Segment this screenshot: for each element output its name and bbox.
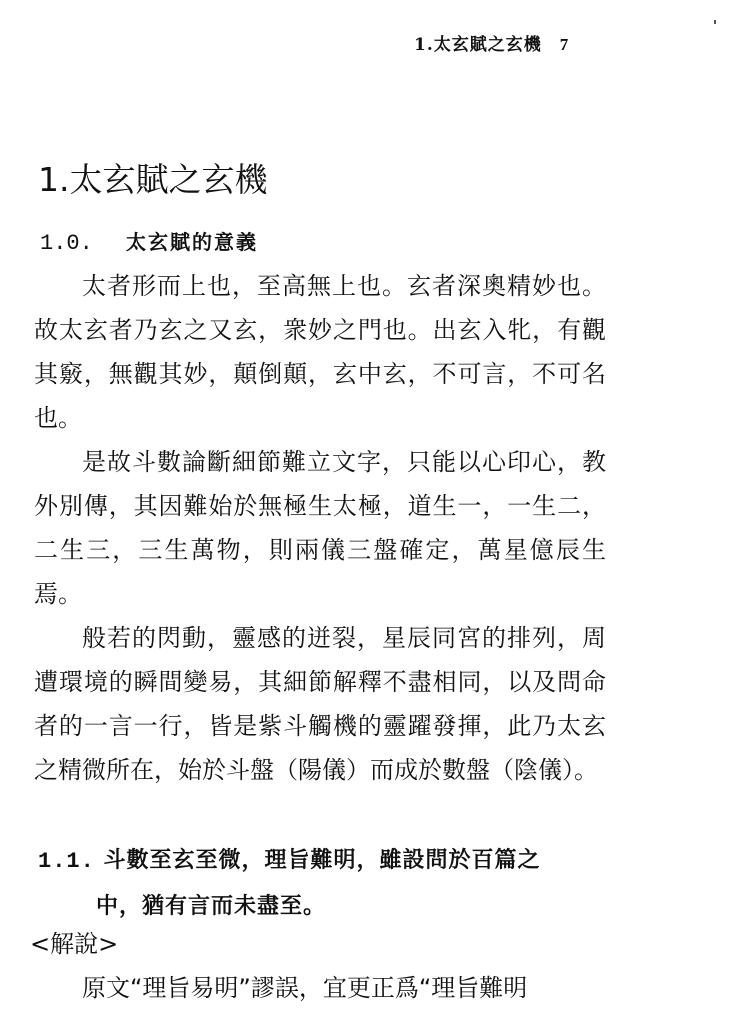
paragraph-3: 般若的閃動，靈感的迸裂，星辰同宮的排列，周遭環境的瞬間變易，其細節解釋不盡相同，以及問命者的一言一行，皆是紫斗觸機的靈躍發揮，此乃太玄之精微所在，始於斗盤（陽儀）而成於數盤（陰儀）。 [34,624,606,784]
item-line-1: 斗數至玄至微，理旨難明，雖設問於百篇之 [103,847,541,873]
running-header [414,30,569,55]
commentary-paragraph: 原文“理旨易明”謬誤，宜更正爲“理旨難明 [82,974,528,1002]
commentary-label: <解說> [30,930,119,958]
item-heading [38,838,608,928]
chapter-title: 1.太玄賦之玄機 [38,160,268,200]
paragraph-1: 太者形而上也，至高無上也。玄者深奧精妙也。故太玄者乃玄之又玄，衆妙之門也。出玄入牝，有觀其竅，無觀其妙，顛倒顛，玄中玄，不可言，不可名也。 [34,272,606,432]
section-heading [40,226,258,256]
scan-edge-mark [714,20,716,24]
page-number: 7 [559,35,570,54]
running-header-title: 1.太玄賦之玄機 [414,35,542,55]
section-number: 1.0. [40,231,93,256]
paragraph-2: 是故斗數論斷細節難立文字，只能以心印心，教外別傳，其因難始於無極生太極，道生一，一生二，二生三，三生萬物，則兩儀三盤確定，萬星億辰生焉。 [34,448,606,608]
item-line-2: 中，猶有言而未盡至。 [96,893,327,919]
item-number: 1.1. [38,849,95,874]
section-title: 太玄賦的意義 [126,230,258,254]
